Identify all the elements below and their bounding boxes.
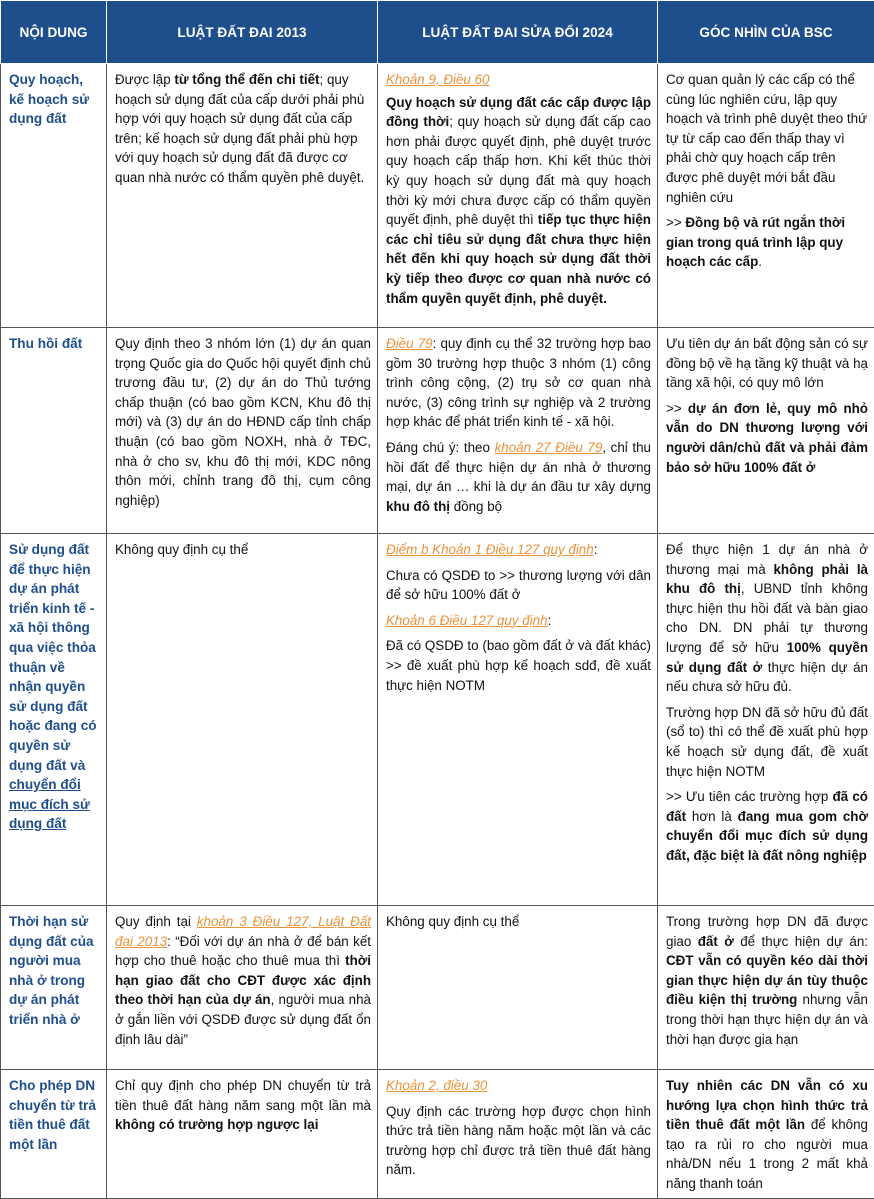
text: >> <box>666 215 685 230</box>
table-row <box>1 1070 874 1199</box>
article-reference-link[interactable]: khoản 27 Điều 79 <box>495 440 603 455</box>
bold-text: Đồng bộ và rút ngắn thời gian trong quá trình lập quy hoạch các cấp <box>666 215 845 269</box>
bsc-cell <box>658 906 874 1070</box>
bsc-conclusion <box>666 213 868 272</box>
bold-text: CĐT vẫn có quyền kéo dài thời gian thực hiện dự án tùy thuộc điều kiện thị trường <box>666 953 868 1007</box>
article-reference-link[interactable]: Điều 79 <box>386 336 433 351</box>
text: >> Ưu tiên các trường hợp <box>666 789 833 804</box>
header-luat-2013: LUẬT ĐẤT ĐAI 2013 <box>107 1 378 64</box>
text: Để thực hiện 1 dự án nhà ở thương mại mà <box>666 542 868 577</box>
text: >> <box>666 401 688 416</box>
header-luat-2024: LUẬT ĐẤT ĐAI SỬA ĐỔI 2024 <box>378 1 658 64</box>
text: Sử dụng đất để thực hiện dự án phát triển kinh tế - xã hội thông qua việc thỏa thuận về nhận quyền sử dụng đất hoặc đang có quyền sử dụng đất và <box>9 542 97 773</box>
law2013-cell <box>107 64 378 328</box>
text: thực hiện dự án nếu chưa sở hữu đủ. <box>666 660 868 695</box>
law2024-cell <box>378 1070 658 1199</box>
text: : quy định cụ thể 32 trường hợp bao gồm 30 trường hợp thuộc 3 nhóm (1) công trình công cộng, (2) trụ sở cơ quan nhà nước, (3) công trình sự nghiệp và 2 trường hợp khác để phát triển kinh tế - xã hội. <box>386 336 651 429</box>
row-topic <box>1 534 107 906</box>
text: đồng bộ <box>450 499 502 514</box>
bsc-paragraph <box>666 540 868 697</box>
bsc-cell <box>658 1070 874 1199</box>
text: ; quy hoạch sử dụng đất của cấp dưới phải phù hợp với quy hoạch sử dụng đất của cấp trên; kế hoạch sử dụng đất phải phù hợp với quy hoạch sử dụng đất đã được cơ quan nhà nước có thẩm quyền phê duyệt. <box>115 72 364 185</box>
bold-text: đã có đất <box>666 789 868 824</box>
text: : “Đối với dự án nhà ở để bán kết hợp cho thuê hoặc cho thuê mua thì <box>115 934 371 969</box>
bold-text: Quy hoạch sử dụng đất các cấp được lập đồng thời <box>386 95 651 130</box>
header-noi-dung: NỘI DUNG <box>1 1 107 64</box>
bold-text: thời hạn giao đất cho CĐT được xác định theo thời hạn của dự án <box>115 953 371 1007</box>
bold-text: khu đô thị <box>386 499 450 514</box>
bsc-paragraph: Trường hợp DN đã sở hữu đủ đất (sổ to) thì có thể đề xuất phù hợp kế hoạch sử dụng đất, đề xuất thực hiện NOTM <box>666 703 868 781</box>
text: Chỉ quy định cho phép DN chuyển từ trả tiền thuê đất hàng năm sang một lần mà <box>115 1078 371 1113</box>
law2013-cell: Không quy định cụ thể <box>107 534 378 906</box>
bold-text: đất ở <box>698 934 734 949</box>
law2024-cell: Không quy định cụ thể <box>378 906 658 1070</box>
law2024-paragraph <box>386 334 651 432</box>
bold-text: đang mua gom chờ chuyển đổi mục đích sử dụng đất, đặc biệt là đất nông nghiệp <box>666 809 868 863</box>
underlined-text: chuyển đổi mục đích sử dụng đất <box>9 777 90 831</box>
header-goc-nhin-bsc: GÓC NHÌN CỦA BSC <box>658 1 874 64</box>
bold-text: dự án đơn lẻ, quy mô nhỏ vẫn do DN thương lượng với người dân/chủ đất và phải đảm bảo sở hữu 100% đất ở <box>666 401 868 475</box>
article-reference-link[interactable]: khoản 3 Điều 127, Luật Đất đai 2013 <box>115 914 371 949</box>
text: : <box>548 613 552 628</box>
text: Được lập <box>115 72 174 87</box>
bsc-paragraph: Ưu tiên dự án bất động sản có sự đồng bộ về hạ tầng kỹ thuật và hạ tầng xã hội, có quy mô lớn <box>666 334 868 393</box>
bold-text: 100% quyền sử dụng đất ở <box>666 640 868 675</box>
law2024-paragraph: Đã có QSDĐ to (bao gồm đất ở và đất khác) >> đề xuất phù hợp kế hoạch sdđ, đề xuất thực hiện NOTM <box>386 636 651 695</box>
text: : <box>594 542 598 557</box>
law2013-cell <box>107 1070 378 1199</box>
row-topic: Thu hồi đất <box>1 328 107 534</box>
law2024-paragraph: Quy định các trường hợp được chọn hình thức trả tiền hàng năm hoặc một lần và các trường hợp chỉ được trả tiền thuê đất hàng năm. <box>386 1102 651 1180</box>
row-topic: Cho phép DN chuyển từ trả tiền thuê đất một lần <box>1 1070 107 1199</box>
text: Đáng chú ý: theo <box>386 440 495 455</box>
law2024-cell <box>378 534 658 906</box>
text: Quy định tại <box>115 914 197 929</box>
bsc-paragraph: Cơ quan quản lý các cấp có thể cùng lúc nghiên cứu, lập quy hoạch và trình phê duyệt theo thứ tự từ cấp cao đến thấp thay vì phải chờ quy hoạch cấp trên được phê duyệt mới bắt đầu nghiên cứu <box>666 70 868 207</box>
article-reference-link[interactable]: Khoản 2, điều 30 <box>386 1076 651 1096</box>
law2024-cell <box>378 328 658 534</box>
table-header <box>1 1 874 64</box>
article-reference-link[interactable]: Khoản 9, Điều 60 <box>386 70 651 90</box>
text: để không tạo ra rủi ro cho người mua nhà/DN nếu 1 trong 2 mất khả năng thanh toán <box>666 1117 868 1191</box>
text: . <box>758 254 762 269</box>
law2024-paragraph <box>386 438 651 516</box>
article-reference-link[interactable]: Điểm b Khoản 1 Điều 127 quy định <box>386 542 594 557</box>
text: , chỉ thu hồi đất để thực hiện dự án nhà ở thương mại, dự án … khi là dự án đầu tư xây dựng <box>386 440 651 494</box>
bsc-conclusion <box>666 399 868 477</box>
table-row <box>1 328 874 534</box>
bold-text: Tuy nhiên các DN vẫn có xu hướng lựa chọn hình thức trả tiền thuê đất một lần <box>666 1078 868 1132</box>
bold-text: từ tổng thể đến chi tiết <box>174 72 319 87</box>
bsc-conclusion <box>666 787 868 865</box>
law2024-paragraph: Chưa có QSDĐ to >> thương lượng với dân để sở hữu 100% đất ở <box>386 566 651 605</box>
text: , UBND tỉnh không thực hiện thu hồi đất và bàn giao cho DN. DN phải tự thương lượng để sở hữu <box>666 581 868 655</box>
text: Trong trường hợp DN đã được giao <box>666 914 868 949</box>
law2013-cell: Quy định theo 3 nhóm lớn (1) dự án quan trọng Quốc gia do Quốc hội quyết định chủ trương đầu tư, (2) dự án do Thủ tướng chấp thuận (có bao gồm KCN, Khu đô thị mới) và (3) dự án do HĐND cấp tỉnh chấp thuận (có bao gồm NOXH, nhà ở TĐC, nhà ở cho sv, khu đô thị mới, KDC nông thôn mới, chỉnh trang đô thị, cụm công nghiệp) <box>107 328 378 534</box>
bsc-cell <box>658 534 874 906</box>
text: , người mua nhà ở gắn liền với QSDĐ được sử dụng đất ổn định lâu dài” <box>115 992 371 1046</box>
text: để thực hiện dự án: <box>734 934 868 949</box>
row-topic: Quy hoạch, kế hoạch sử dụng đất <box>1 64 107 328</box>
text: ; quy hoạch sử dụng đất cấp cao hơn phải được quyết định, phê duyệt trước quy hoạch cấp thấp hơn. Khi kết thúc thời kỳ quy hoạch sử dụng đất mà quy hoạch thời kỳ mới chưa được cấp có thẩm quyền quyết định, phê duyệt thì <box>386 114 651 227</box>
table-row <box>1 906 874 1070</box>
law2024-paragraph <box>386 611 651 631</box>
table-row <box>1 534 874 906</box>
text: hơn là <box>686 809 738 824</box>
bsc-cell <box>658 328 874 534</box>
table-row <box>1 64 874 328</box>
law2024-cell <box>378 64 658 328</box>
bsc-cell <box>658 64 874 328</box>
text: nhưng vẫn trong thời hạn thực hiện dự án và thời hạn được gia hạn <box>666 992 868 1046</box>
bold-text: tiếp tục thực hiện các chỉ tiêu sử dụng đất chưa thực hiện hết đến khi quy hoạch sử dụng đất thời kỳ tiếp theo được cơ quan nhà nước có thẩm quyền quyết định, phê duyệt. <box>386 212 651 305</box>
law2013-cell <box>107 906 378 1070</box>
row-topic: Thời hạn sử dụng đất của người mua nhà ở trong dự án phát triển nhà ở <box>1 906 107 1070</box>
bold-text: không phải là khu đô thị <box>666 562 868 597</box>
article-reference-link[interactable]: Khoản 6 Điều 127 quy định <box>386 613 548 628</box>
bold-text: không có trường hợp ngược lại <box>115 1117 318 1132</box>
law2024-paragraph <box>386 540 651 560</box>
